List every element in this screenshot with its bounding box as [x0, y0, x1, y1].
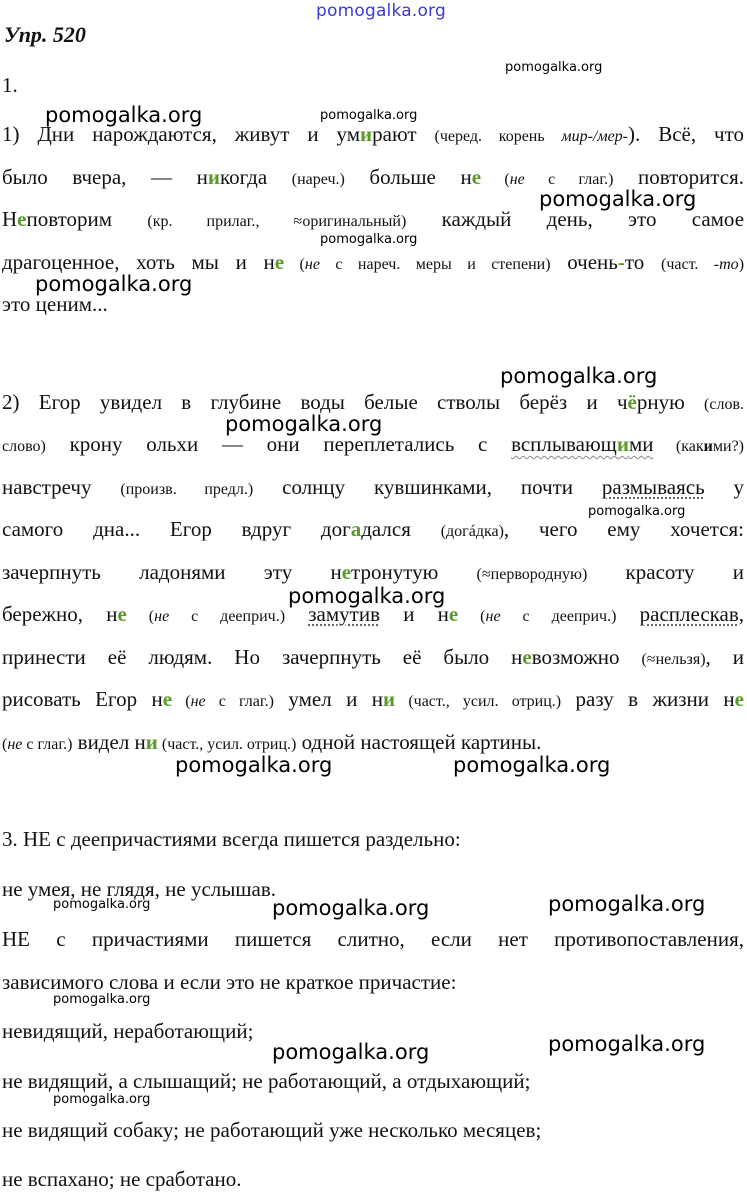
hl: - [617, 250, 625, 274]
t: 2) Егор увидел в глубине воды белые стволы берёз и ч [2, 390, 628, 414]
s1-line-3 [2, 209, 744, 230]
t: Н [2, 207, 18, 231]
note: с нареч. меры и степени) [319, 256, 551, 273]
t: зачерпнуть ладонями эту н [2, 560, 342, 584]
note: ( [481, 171, 510, 188]
note: ( [2, 736, 8, 753]
note: (черед. корень [434, 128, 562, 145]
t: тронутую [351, 560, 477, 584]
t: , чего ему хочется: [503, 517, 745, 541]
t: возможно [531, 645, 642, 669]
hl: е [162, 687, 173, 711]
t: когда [219, 165, 292, 189]
hl: и [383, 687, 396, 711]
hl: ё [627, 390, 637, 414]
watermark: pomogalka.org [225, 412, 383, 436]
t: 1) Дни нарождаются, живут и ум [2, 122, 361, 146]
hl: е [341, 560, 352, 584]
s1-line-2 [2, 167, 744, 188]
t: навстречу [2, 475, 121, 499]
s2-line-8 [2, 689, 744, 710]
watermark: pomogalka.org [539, 187, 697, 211]
hl: и [360, 122, 373, 146]
section-1-number: 1. [2, 73, 18, 97]
t: больше н [344, 165, 472, 189]
t: крону ольхи — они переплетались с [45, 432, 512, 456]
note: (как [653, 438, 704, 455]
watermark: pomogalka.org [288, 584, 446, 608]
t: у [704, 475, 745, 499]
t: драгоценное, хоть мы и н [2, 250, 275, 274]
s3-line-1: 3. НЕ с деепричастиями всегда пишется раздельно: [2, 827, 461, 851]
t: очень [550, 250, 618, 274]
t: видел н [72, 730, 146, 754]
watermark: pomogalka.org [53, 897, 151, 912]
t: солнцу кувшинками, почти [253, 475, 602, 499]
s3-line-4: зависимого слова и если это не краткое причастие: [2, 970, 457, 994]
note: мир-/мер- [561, 128, 628, 145]
note: (част., усил. отриц.) [395, 693, 562, 710]
s3-line-3: НЕ с причастиями пишется слитно, если нет противопоставления, [2, 927, 744, 951]
s2-line-4 [2, 519, 744, 540]
note: (част., усил. отриц.) [157, 736, 297, 753]
s2-line-1 [2, 392, 744, 413]
gerund-underlined: размываясь [601, 475, 705, 499]
note: ич.) [259, 608, 286, 625]
s1-line-5: это ценим... [2, 292, 108, 316]
note: ( [126, 608, 155, 625]
s3-line-5: невидящий, неработающий; [2, 1019, 254, 1043]
s3-line-8: не вспахано; не сработано. [2, 1167, 242, 1191]
note: (нареч.) [291, 171, 345, 188]
note: с деепр [500, 608, 591, 625]
note: (произв. предл.) [120, 481, 254, 498]
note: и [703, 438, 713, 455]
watermark: pomogalka.org [272, 896, 430, 920]
t: и н [380, 602, 449, 626]
t: рают [372, 122, 435, 146]
t: повторится. [613, 165, 744, 189]
note: ( [284, 256, 305, 273]
t: ми [628, 432, 654, 456]
gerund-underlined: замутив [308, 602, 380, 626]
s3-line-6: не видящий, а слышащий; не работающий, а отдыхающий; [2, 1069, 531, 1093]
t: одной настоящей картины. [296, 730, 542, 754]
note: не [154, 608, 170, 625]
t: дался [361, 517, 441, 541]
watermark-top: pomogalka.org [316, 1, 446, 21]
t: рисовать Егор н [2, 687, 163, 711]
hl: е [117, 602, 127, 626]
t: то [624, 250, 661, 274]
note: ( [458, 608, 486, 625]
exercise-title: Упр. 520 [4, 22, 86, 47]
s2-line-9 [2, 732, 744, 753]
note: слово) [2, 438, 46, 455]
note: не [190, 693, 206, 710]
hl: е [734, 687, 744, 711]
hl: е [471, 165, 482, 189]
hl: е [274, 250, 285, 274]
note: ( [172, 693, 191, 710]
s2-line-7 [2, 647, 744, 668]
t: всплывающ [511, 432, 617, 456]
watermark: pomogalka.org [505, 60, 603, 75]
note: ) [738, 256, 745, 273]
t: умел и н [273, 687, 384, 711]
s2-line-5 [2, 562, 744, 583]
watermark: pomogalka.org [548, 1032, 706, 1056]
note: ич.) [590, 608, 617, 625]
note: не [7, 736, 23, 753]
note: не [304, 256, 320, 273]
note: с деепр [169, 608, 260, 625]
s1-line-4 [2, 252, 744, 273]
t [616, 602, 639, 626]
participle-underlined [511, 432, 653, 456]
s1-line-1 [2, 124, 744, 145]
hl: е [448, 602, 459, 626]
t: разу в жизни н [561, 687, 735, 711]
note: не [509, 171, 525, 188]
watermark: pomogalka.org [53, 1092, 151, 1107]
s3-line-2: не умея, не глядя, не услышав. [2, 877, 277, 901]
hl: и [207, 165, 220, 189]
gerund-underlined: расплескав [639, 602, 739, 626]
hl: е [17, 207, 27, 231]
watermark: pomogalka.org [175, 753, 333, 777]
note: с глаг.) [22, 736, 73, 753]
note: (догáдка) [440, 523, 504, 540]
note: с глаг.) [205, 693, 274, 710]
watermark: pomogalka.org [548, 892, 706, 916]
t: принести её людям. Но зачерпнуть её было н [2, 645, 523, 669]
watermark: pomogalka.org [45, 103, 203, 127]
t: рную [636, 390, 705, 414]
note: (кр. прилаг., ≈оригинальный) [147, 213, 407, 230]
watermark: pomogalka.org [35, 272, 193, 296]
note: (част. [660, 256, 714, 273]
hl: и [616, 432, 629, 456]
t: , [738, 602, 745, 626]
t: ). Всё, что [628, 122, 745, 146]
watermark: pomogalka.org [320, 108, 418, 123]
t: повторим [26, 207, 148, 231]
note: -то [713, 256, 739, 273]
note: (≈первородную) [476, 566, 588, 583]
s3-line-7: не видящий собаку; не работающий уже несколько месяцев; [2, 1118, 542, 1142]
s2-line-3 [2, 477, 744, 498]
t: самого дна... Егор вдруг дог [2, 517, 351, 541]
t: бережно, н [2, 602, 118, 626]
watermark: pomogalka.org [453, 753, 611, 777]
note: ми?) [712, 438, 745, 455]
hl: а [350, 517, 362, 541]
note: с глаг.) [524, 171, 614, 188]
t: было вчера, — н [2, 165, 208, 189]
watermark: pomogalka.org [320, 232, 418, 247]
s2-line-2 [2, 434, 744, 455]
hl: е [522, 645, 532, 669]
watermark: pomogalka.org [500, 364, 658, 388]
watermark: pomogalka.org [588, 504, 686, 519]
t: , и [705, 645, 744, 669]
watermark: pomogalka.org [272, 1040, 430, 1064]
watermark: pomogalka.org [53, 992, 151, 1007]
t: каждый день, это самое [406, 207, 745, 231]
note: (≈нельзя) [641, 651, 706, 668]
note: (слов. [704, 396, 744, 413]
hl: и [145, 730, 158, 754]
note: не [485, 608, 501, 625]
t: красоту и [587, 560, 744, 584]
